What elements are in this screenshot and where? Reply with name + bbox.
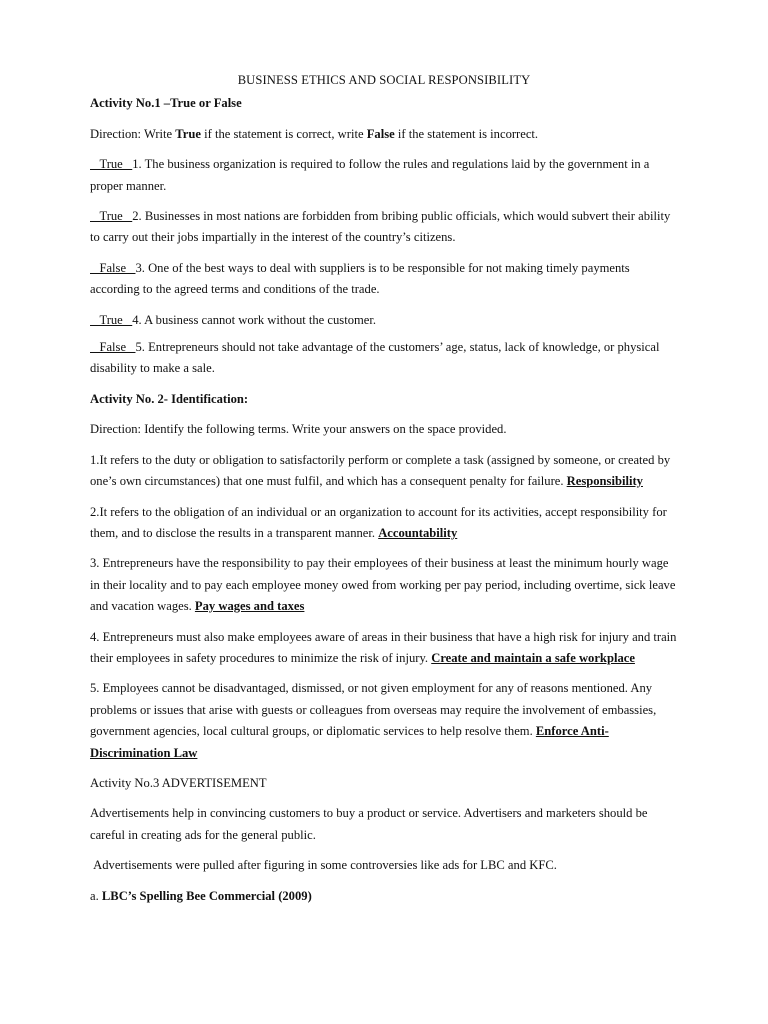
tf-item-4 xyxy=(90,310,678,331)
identification-answer: Responsibility xyxy=(566,474,643,489)
direction-text: if the statement is incorrect. xyxy=(394,126,539,141)
direction-true-word: True xyxy=(175,126,201,141)
identification-question: 4. Entrepreneurs must also make employees aware of areas in their business that have a high risk for injury and train their employees in safety procedures to minimize the risk of injury. xyxy=(90,629,677,665)
tf-answer-blank: True xyxy=(90,209,133,224)
identification-answer: Create and maintain a safe workplace xyxy=(431,650,635,665)
subheading-title: LBC’s Spelling Bee Commercial (2009) xyxy=(101,888,312,903)
identification-answer: Enforce Anti-Discrimination Law xyxy=(90,724,609,760)
identification-item-2 xyxy=(90,502,678,545)
activity2-heading: Activity No. 2- Identification: xyxy=(90,391,249,406)
activity2-direction: Direction: Identify the following terms. Write your answers on the space provided. xyxy=(90,422,507,437)
identification-item-4 xyxy=(90,627,678,670)
tf-statement: 1. The business organization is required to follow the rules and regulations laid by the government in a proper manner. xyxy=(90,157,650,193)
tf-statement: 3. One of the best ways to deal with suppliers is to be responsible for not making timely payments according to the agreed terms and conditions of the trade. xyxy=(90,260,630,297)
tf-item-2 xyxy=(90,206,678,249)
tf-answer-blank: True xyxy=(90,312,133,327)
activity3-subheading-a xyxy=(90,886,678,907)
identification-answer: Accountability xyxy=(378,525,458,540)
identification-question: 3. Entrepreneurs have the responsibility to pay their employees of their business at least the minimum hourly wage in their locality and to pay each employee money owed from working per pay period, including overtime, sick leave and vacation wages. xyxy=(90,556,676,614)
document-title: BUSINESS ETHICS AND SOCIAL RESPONSIBILITY xyxy=(237,73,531,87)
tf-statement: 5. Entrepreneurs should not take advantage of the customers’ age, status, lack of knowledge, or physical disability to make a sale. xyxy=(90,340,660,376)
direction-false-word: False xyxy=(366,126,395,141)
identification-answer: Pay wages and taxes xyxy=(194,599,305,614)
identification-question: 5. Employees cannot be disadvantaged, dismissed, or not given employment for any of reasons mentioned. Any problems or issues that arise with guests or colleagues from overseas may require the involvement of embassies, government agencies, local cultural groups, or diplomatic services to help resolve them. xyxy=(90,681,657,739)
identification-item-5 xyxy=(90,678,678,764)
tf-statement: 4. A business cannot work without the customer. xyxy=(132,312,377,327)
activity1-heading: Activity No.1 –True or False xyxy=(90,96,242,111)
direction-text: Direction: Write xyxy=(90,126,176,141)
subheading-prefix: a. xyxy=(90,888,102,903)
tf-item-3 xyxy=(90,258,678,301)
tf-item-1 xyxy=(90,154,678,197)
identification-question: 2.It refers to the obligation of an individual or an organization to account for its activities, accept responsibility for them, and to disclose the results in a transparent manner. xyxy=(90,504,667,540)
activity3-paragraph-2: Advertisements were pulled after figuring in some controversies like ads for LBC and KFC. xyxy=(90,858,557,873)
direction-text: if the statement is correct, write xyxy=(200,126,367,141)
identification-item-1 xyxy=(90,450,678,493)
activity3-heading: Activity No.3 ADVERTISEMENT xyxy=(90,775,267,790)
activity1-direction xyxy=(90,124,678,145)
tf-item-5 xyxy=(90,337,678,380)
identification-question: 1.It refers to the duty or obligation to satisfactorily perform or complete a task (assigned by someone, or created by one’s own circumstances) that one must fulfil, and which has a consequent penalty for failure. xyxy=(90,452,671,489)
activity3-paragraph-1: Advertisements help in convincing customers to buy a product or service. Advertisers and marketers should be careful in creating ads for the general public. xyxy=(90,806,648,842)
tf-answer-blank: False xyxy=(90,340,136,355)
tf-answer-blank: False xyxy=(90,260,136,275)
identification-item-3 xyxy=(90,553,678,617)
tf-statement: 2. Businesses in most nations are forbidden from bribing public officials, which would subvert their ability to carry out their jobs impartially in the interest of the country’s citizens. xyxy=(90,209,671,245)
tf-answer-blank: True xyxy=(90,157,133,172)
